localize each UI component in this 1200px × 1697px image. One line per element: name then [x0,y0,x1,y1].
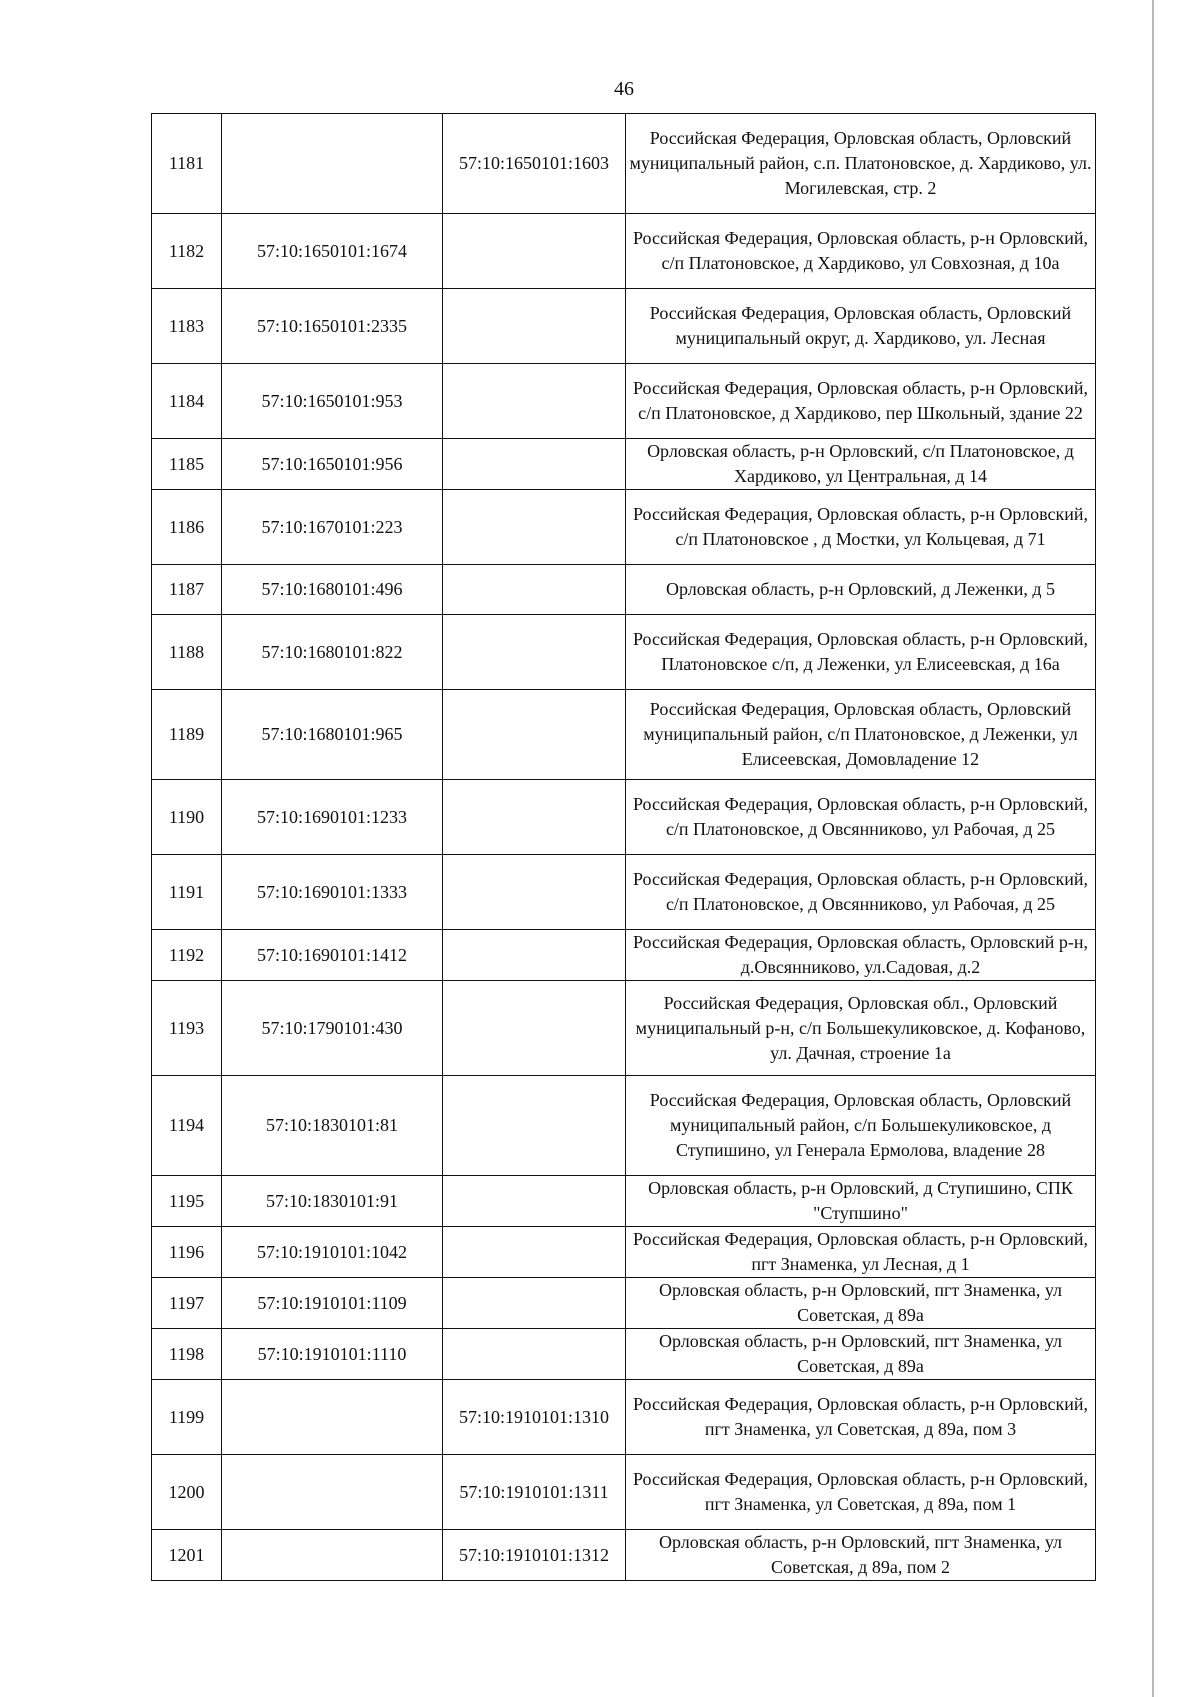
table-row [152,1076,1096,1176]
register-table-body [152,114,1096,1581]
address-cell: Российская Федерация, Орловская область, Орловский муниципальный округ, д. Хардиково, ул. Лесная [626,289,1096,364]
row-number-cell: 1193 [152,981,222,1076]
scan-edge-line [1152,0,1154,1697]
cadastral-number-alt-cell [443,1227,626,1278]
cadastral-number-cell: 57:10:1670101:223 [222,490,443,565]
register-table [151,113,1096,1581]
address-cell: Орловская область, р-н Орловский, пгт Знаменка, ул Советская, д 89а [626,1278,1096,1329]
table-row [152,690,1096,780]
cadastral-number-alt-cell [443,1076,626,1176]
address-cell: Российская Федерация, Орловская область, Орловский муниципальный район, с.п. Платоновское, д. Хардиково, ул. Могилевская, стр. 2 [626,114,1096,214]
cadastral-number-alt-cell [443,1278,626,1329]
address-cell: Орловская область, р-н Орловский, пгт Знаменка, ул Советская, д 89а, пом 2 [626,1530,1096,1581]
cadastral-number-alt-cell [443,490,626,565]
cadastral-number-cell: 57:10:1650101:2335 [222,289,443,364]
cadastral-number-alt-cell: 57:10:1910101:1312 [443,1530,626,1581]
address-cell: Орловская область, р-н Орловский, д Леженки, д 5 [626,565,1096,615]
table-row [152,1380,1096,1455]
cadastral-number-cell [222,1455,443,1530]
row-number-cell: 1187 [152,565,222,615]
table-row [152,364,1096,439]
cadastral-number-cell: 57:10:1790101:430 [222,981,443,1076]
cadastral-number-alt-cell: 57:10:1650101:1603 [443,114,626,214]
address-cell: Российская Федерация, Орловская обл., Орловский муниципальный р-н, с/п Большекуликовское, д. Кофаново, ул. Дачная, строение 1а [626,981,1096,1076]
cadastral-number-alt-cell [443,214,626,289]
row-number-cell: 1195 [152,1176,222,1227]
cadastral-number-cell: 57:10:1830101:81 [222,1076,443,1176]
cadastral-number-cell [222,1380,443,1455]
cadastral-number-alt-cell [443,780,626,855]
table-row [152,1530,1096,1581]
row-number-cell: 1181 [152,114,222,214]
cadastral-number-cell: 57:10:1910101:1042 [222,1227,443,1278]
cadastral-number-alt-cell [443,439,626,490]
address-cell: Российская Федерация, Орловская область, Орловский муниципальный район, с/п Большекуликовское, д Ступишино, ул Генерала Ермолова, владение 28 [626,1076,1096,1176]
address-cell: Российская Федерация, Орловская область, р-н Орловский, с/п Платоновское, д Хардиково, пер Школьный, здание 22 [626,364,1096,439]
row-number-cell: 1184 [152,364,222,439]
address-cell: Российская Федерация, Орловская область, р-н Орловский, с/п Платоновское, д Овсянниково, ул Рабочая, д 25 [626,855,1096,930]
table-row [152,780,1096,855]
table-row [152,981,1096,1076]
cadastral-number-cell [222,114,443,214]
cadastral-number-alt-cell [443,690,626,780]
table-row [152,1176,1096,1227]
cadastral-number-alt-cell [443,1176,626,1227]
table-row [152,439,1096,490]
table-row [152,1227,1096,1278]
table-row [152,289,1096,364]
table-row [152,214,1096,289]
address-cell: Орловская область, р-н Орловский, д Ступишино, СПК "Ступшино" [626,1176,1096,1227]
cadastral-number-cell: 57:10:1910101:1110 [222,1329,443,1380]
cadastral-number-cell: 57:10:1690101:1333 [222,855,443,930]
cadastral-number-alt-cell [443,981,626,1076]
table-row [152,1278,1096,1329]
cadastral-number-cell: 57:10:1680101:822 [222,615,443,690]
row-number-cell: 1189 [152,690,222,780]
table-row [152,114,1096,214]
cadastral-number-alt-cell: 57:10:1910101:1310 [443,1380,626,1455]
row-number-cell: 1197 [152,1278,222,1329]
cadastral-number-cell: 57:10:1690101:1412 [222,930,443,981]
address-cell: Российская Федерация, Орловская область, р-н Орловский, с/п Платоновское, д Хардиково, ул Совхозная, д 10а [626,214,1096,289]
cadastral-number-alt-cell [443,930,626,981]
cadastral-number-alt-cell [443,289,626,364]
table-row [152,855,1096,930]
row-number-cell: 1186 [152,490,222,565]
cadastral-number-alt-cell: 57:10:1910101:1311 [443,1455,626,1530]
row-number-cell: 1198 [152,1329,222,1380]
cadastral-number-cell: 57:10:1680101:496 [222,565,443,615]
table-row [152,615,1096,690]
cadastral-number-alt-cell [443,565,626,615]
address-cell: Российская Федерация, Орловская область, р-н Орловский, с/п Платоновское, д Овсянниково, ул Рабочая, д 25 [626,780,1096,855]
cadastral-number-cell: 57:10:1910101:1109 [222,1278,443,1329]
table-row [152,565,1096,615]
address-cell: Российская Федерация, Орловская область, Орловский муниципальный район, с/п Платоновское, д Леженки, ул Елисеевская, Домовладение 12 [626,690,1096,780]
address-cell: Российская Федерация, Орловская область, р-н Орловский, пгт Знаменка, ул Лесная, д 1 [626,1227,1096,1278]
table-row [152,1455,1096,1530]
row-number-cell: 1199 [152,1380,222,1455]
cadastral-number-cell: 57:10:1690101:1233 [222,780,443,855]
cadastral-number-alt-cell [443,364,626,439]
row-number-cell: 1200 [152,1455,222,1530]
row-number-cell: 1194 [152,1076,222,1176]
page-number: 46 [614,78,634,100]
address-cell: Российская Федерация, Орловская область, р-н Орловский, с/п Платоновское , д Мостки, ул Кольцевая, д 71 [626,490,1096,565]
cadastral-number-cell: 57:10:1650101:956 [222,439,443,490]
cadastral-number-alt-cell [443,855,626,930]
row-number-cell: 1188 [152,615,222,690]
row-number-cell: 1185 [152,439,222,490]
address-cell: Российская Федерация, Орловская область, р-н Орловский, пгт Знаменка, ул Советская, д 89а, пом 3 [626,1380,1096,1455]
cadastral-number-alt-cell [443,1329,626,1380]
row-number-cell: 1183 [152,289,222,364]
table-row [152,1329,1096,1380]
cadastral-number-cell: 57:10:1830101:91 [222,1176,443,1227]
row-number-cell: 1201 [152,1530,222,1581]
address-cell: Российская Федерация, Орловская область, р-н Орловский, Платоновское с/п, д Леженки, ул Елисеевская, д 16а [626,615,1096,690]
row-number-cell: 1196 [152,1227,222,1278]
address-cell: Российская Федерация, Орловская область, Орловский р-н, д.Овсянниково, ул.Садовая, д.2 [626,930,1096,981]
row-number-cell: 1192 [152,930,222,981]
address-cell: Орловская область, р-н Орловский, пгт Знаменка, ул Советская, д 89а [626,1329,1096,1380]
cadastral-number-cell: 57:10:1680101:965 [222,690,443,780]
cadastral-number-cell: 57:10:1650101:953 [222,364,443,439]
row-number-cell: 1191 [152,855,222,930]
table-row [152,930,1096,981]
cadastral-number-cell [222,1530,443,1581]
address-cell: Орловская область, р-н Орловский, с/п Платоновское, д Хардиково, ул Центральная, д 14 [626,439,1096,490]
row-number-cell: 1182 [152,214,222,289]
cadastral-number-alt-cell [443,615,626,690]
address-cell: Российская Федерация, Орловская область, р-н Орловский, пгт Знаменка, ул Советская, д 89а, пом 1 [626,1455,1096,1530]
table-row [152,490,1096,565]
row-number-cell: 1190 [152,780,222,855]
cadastral-number-cell: 57:10:1650101:1674 [222,214,443,289]
